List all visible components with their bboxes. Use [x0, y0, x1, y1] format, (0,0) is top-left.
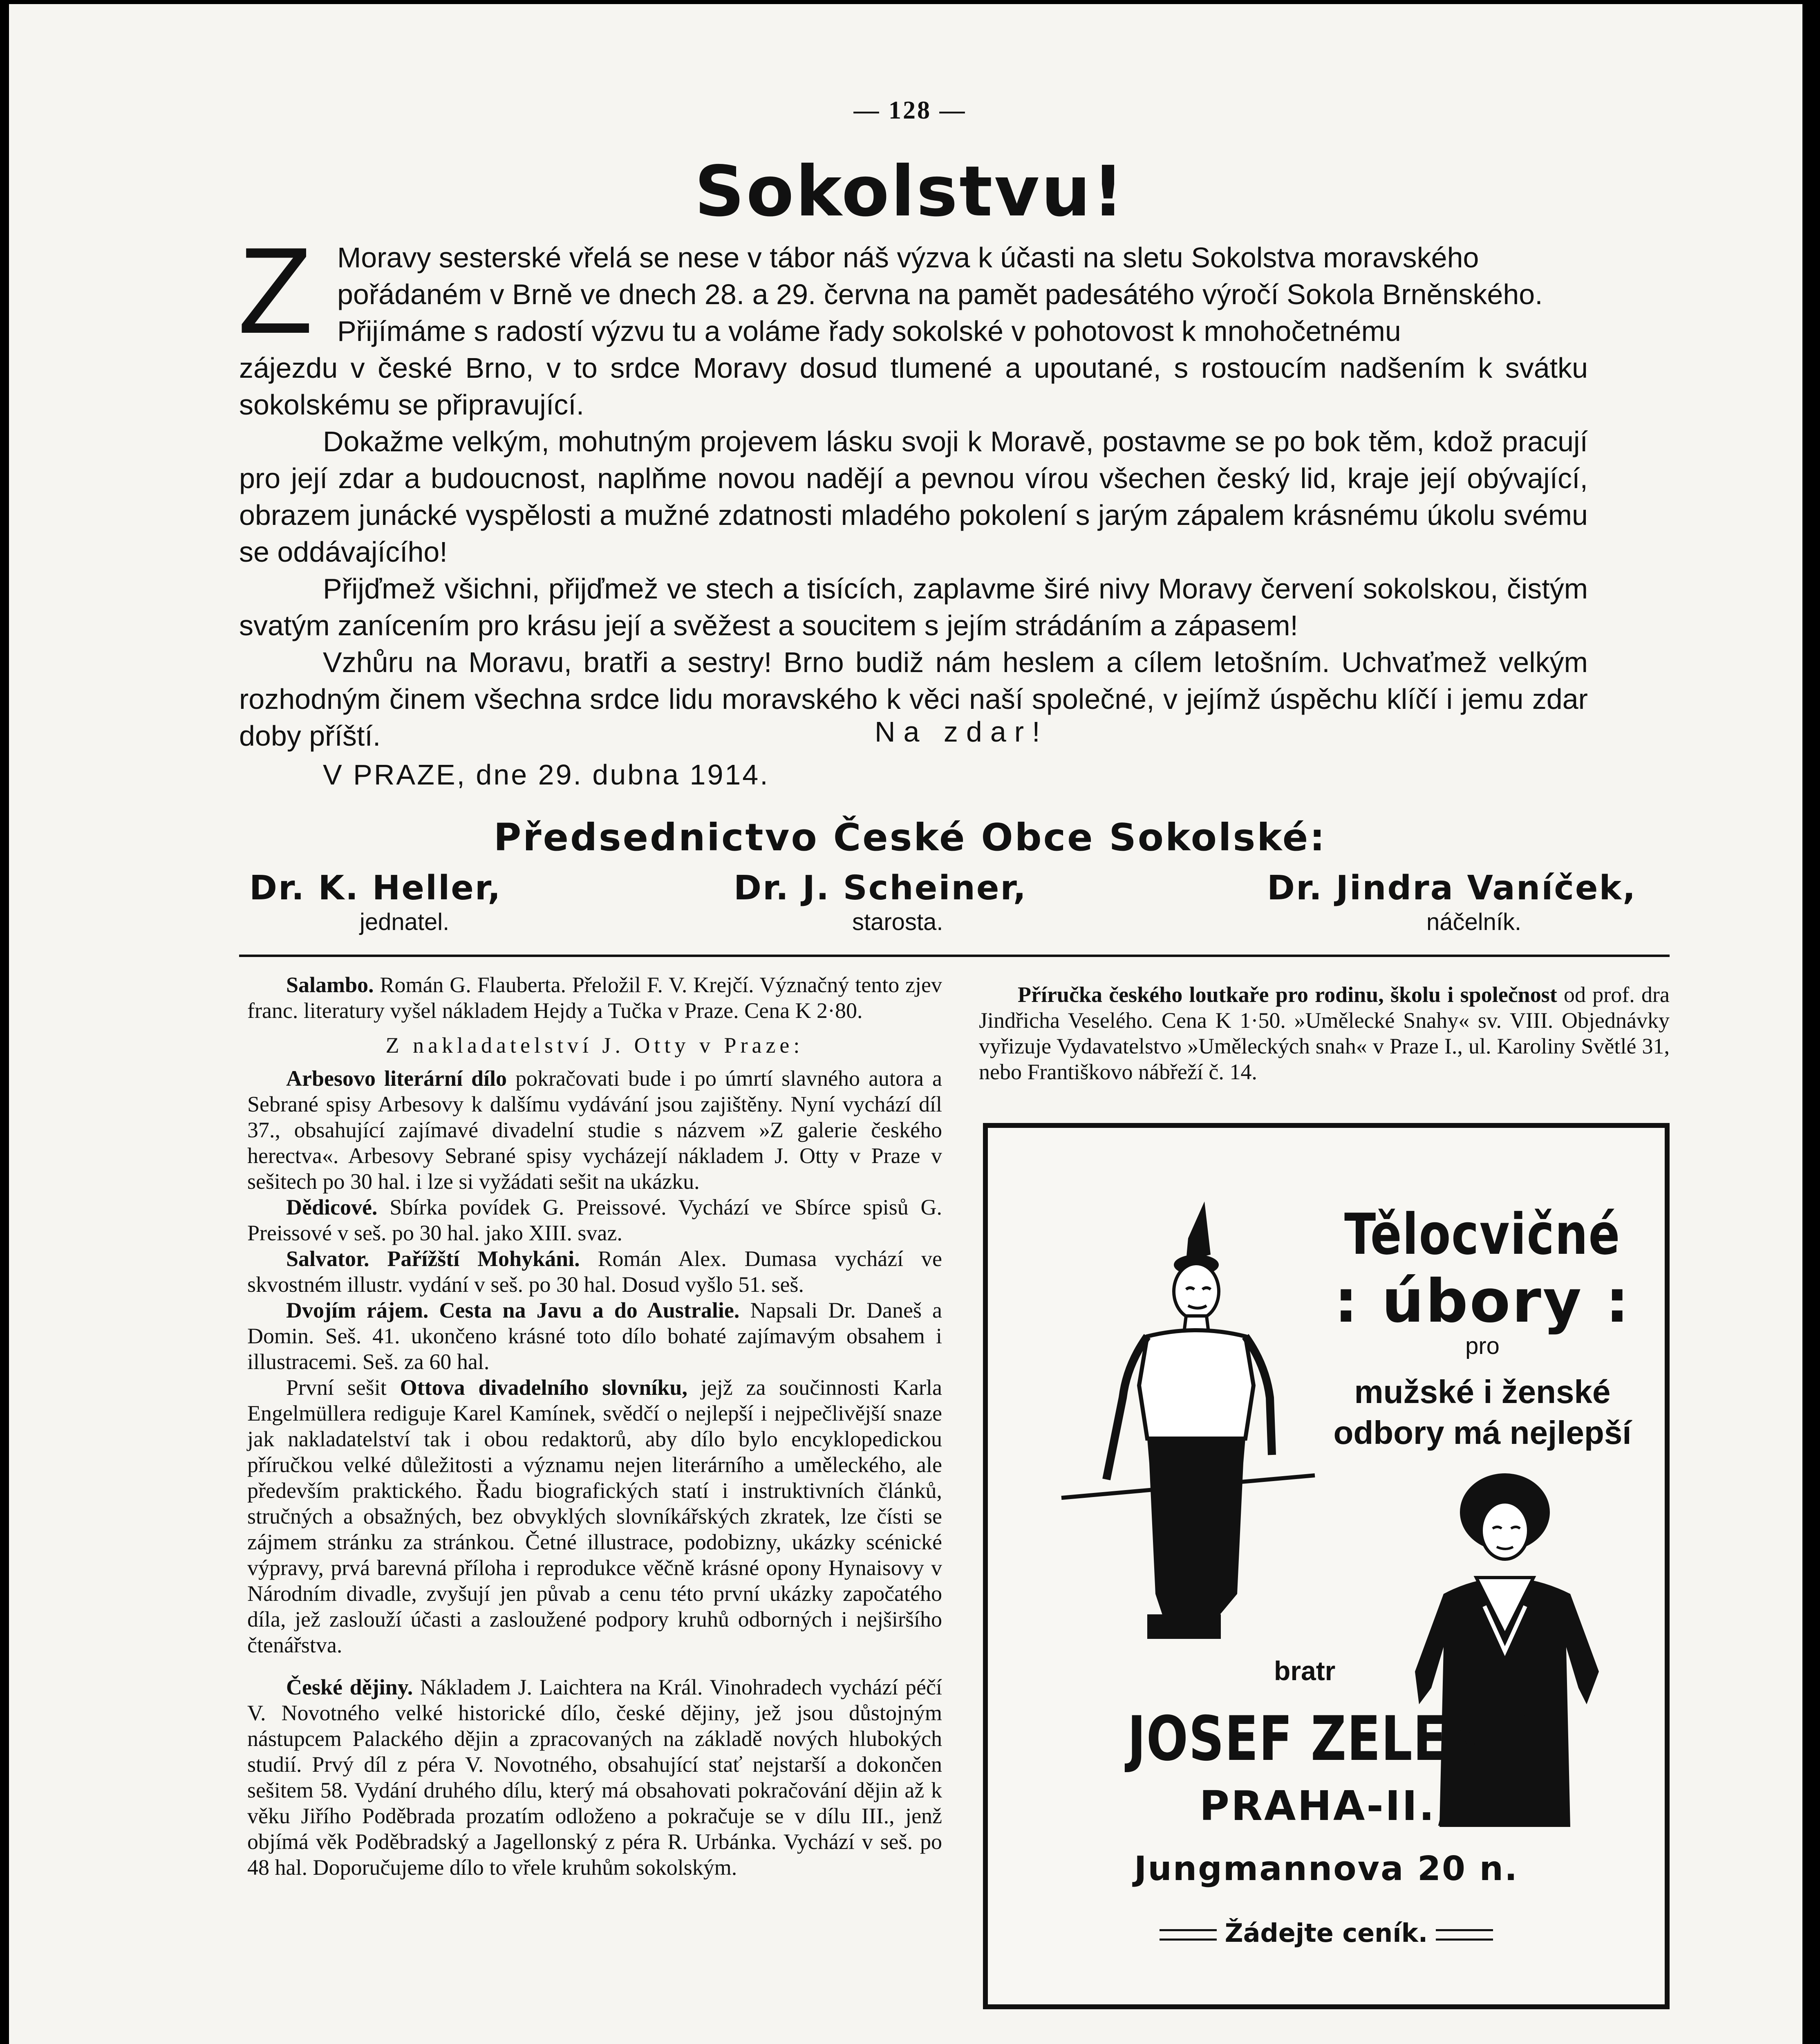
notice-text: Nákladem J. Laichtera na Král. Vinohradech vychází péčí V. Novotného velké historické dílo, české dějiny, jež jsou důstojným nástupcem Palackého dějin a zpracovaných na základě nových hlubokých studií. Prvý díl z péra V. Novotného, obsahující stať nejstarší a dokončen sešitem 58. Vydání druhého dílu, který má obsahovati pokračování dějin až k věku Jiřího Poděbrada prozatím odloženo a pokračuje se v dílu III., jenž objímá věk Poděbradský a Jagellonský z péra R. Urbánka. Vychází v seš. po 48 hal. Doporučujeme dílo to vřele kruhům sokolským.: [247, 1675, 942, 1880]
ad-subheadline: mužské i ženské: [1354, 1374, 1611, 1410]
dateline: V PRAZE, dne 29. dubna 1914.: [323, 759, 770, 791]
signatory-role: starosta.: [852, 909, 943, 935]
notice-text: Román G. Flauberta. Přeložil F. V. Krejčí. Význačný tento zjev franc. literatury vyšel nákladem Hejdy a Tučka v Praze. Cena K 2·80.: [247, 973, 942, 1023]
ad-cta-text: Žádejte ceník.: [1225, 1918, 1428, 1948]
notice-title: Dědicové.: [286, 1195, 378, 1219]
signatory-name: Dr. J. Scheiner,: [734, 869, 1028, 908]
notice-title: Dvojím rájem. Cesta na Javu a do Australie.: [286, 1298, 740, 1322]
spacer: [247, 1658, 942, 1674]
notice-title: České dějiny.: [286, 1675, 413, 1699]
signatory-role: jednatel.: [360, 909, 450, 935]
scan-border-right: [1802, 0, 1820, 2044]
ad-city: PRAHA-II.,: [1199, 1782, 1453, 1830]
ad-headline: : úbory :: [1334, 1267, 1631, 1336]
ad-call-to-action: [988, 1918, 1665, 1948]
notice-salambo: [247, 972, 942, 1024]
gymnast-man-illustration: [1025, 1193, 1319, 1647]
page-number: — 128 —: [853, 96, 967, 124]
presidium-heading: Předsednictvo České Obce Sokolské:: [493, 816, 1327, 859]
notice-title: Salvator. Pařížští Mohykáni.: [286, 1246, 580, 1271]
publisher-heading: Z nakladatelství J. Otty v Praze:: [385, 1033, 804, 1058]
notice-salvator: [247, 1246, 942, 1298]
notice-title: Příručka českého loutkaře pro rodinu, školu i společnost: [1018, 982, 1557, 1007]
drop-cap: Z: [238, 222, 313, 359]
signatory-name: Dr. Jindra Vaníček,: [1267, 869, 1637, 908]
scan-border-top: [0, 0, 1820, 4]
notice-text: pokračovati bude i po úmrtí slavného autora a Sebrané spisy Arbesovy k dalšímu vydávání jsou zajištěny. Nyní vychází díl 37., obsahující zajímavé divadelní studie s názvem »Z galerie českého herectva«. Arbesovy Sebrané spisy vycházejí nákladem J. Otty v Praze v sešitech po 30 hal. i lze si vyžádati sešit na ukázku.: [247, 1066, 942, 1194]
notice-prirucka: [979, 982, 1670, 1085]
paragraph: zájezdu v české Brno, v to srdce Moravy dosud tlumené a upoutané, s rostoucím nadšením k svátku sokolskému se připravující.: [239, 352, 1588, 421]
ad-text: bratr: [1274, 1656, 1336, 1686]
decorative-rule: [1436, 1929, 1493, 1941]
section-divider: [239, 955, 1670, 957]
notice-dedicove: [247, 1195, 942, 1246]
advertisement: [983, 1123, 1670, 2009]
notice-arbes: [247, 1066, 942, 1195]
ad-merchant-name: JOSEF ZELENÝ: [1127, 1703, 1525, 1775]
notice-text: Román Alex. Dumasa vychází ve skvostném illustr. vydání v seš. po 30 hal. Dosud vyšlo 51. seš.: [247, 1246, 942, 1297]
ad-subheadline: odbory má nejlepší: [1333, 1414, 1632, 1451]
ad-headline: Tělocvičné: [1344, 1201, 1621, 1267]
page-title: Sokolstvu!: [694, 151, 1126, 232]
notice-text: od prof. dra Jindřicha Veselého. Cena K 1·50. »Umělecké Snahy« sv. VIII. Objednávky vyřizuje Vydavatelstvo »Uměleckých snah« v Praze I., ul. Karoliny Světlé 31, nebo Františkovo nábřeží č. 14.: [979, 982, 1670, 1084]
appeal-text: [239, 239, 1588, 754]
ad-text: pro: [1465, 1333, 1500, 1359]
decorative-rule: [1160, 1929, 1217, 1941]
closing-salute: Na zdar!: [875, 716, 1048, 748]
text-line: pořádaném v Brně ve dnech 28. a 29. června na pamět padesátého výročí Sokola Brněnského.: [337, 278, 1543, 310]
first-paragraph-lines: [337, 239, 1588, 350]
notice-dvojim: [247, 1298, 942, 1375]
paragraph: Dokažme velkým, mohutným projevem lásku svoji k Moravě, postavme se po bok těm, kdož pracují pro její zdar a budoucnost, naplňme novou nadějí a pevnou vírou všechen český lid, kraje její obývající, obrazem junácké vyspělosti a mužné zdatnosti mladého pokolení s jarým zápalem krásnému úkolu svému se oddávajícího!: [239, 426, 1588, 568]
notice-text: První sešit: [286, 1375, 387, 1400]
notice-text: Sbírka povídek G. Preissové. Vychází ve Sbírce spisů G. Preissové v seš. po 30 hal. jako XIII. svaz.: [247, 1195, 942, 1245]
signatory-role: náčelník.: [1426, 909, 1522, 935]
ad-address: Jungmannova 20 n.: [1134, 1849, 1519, 1888]
notice-text: Napsali Dr. Daneš a Domin. Seš. 41. ukončeno krásné toto dílo bohaté zajímavým obsahem i illustracemi. Seš. za 60 hal.: [247, 1298, 942, 1374]
scan-border-left: [0, 0, 9, 2044]
paragraph: Vzhůru na Moravu, bratři a sestry! Brno budiž nám heslem a cílem letošním. Uchvaťmež velkým rozhodným činem všechna srdce lidu moravského k věci naší společné, v jejímž úspěchu klíčí i jemu zdar doby příští.: [239, 646, 1588, 752]
text-line: Moravy sesterské vřelá se nese v tábor náš výzva k účasti na sletu Sokolstva moravského: [337, 242, 1479, 273]
right-column: [979, 982, 1670, 1085]
notice-title: Ottova divadelního slovníku,: [400, 1375, 687, 1400]
notice-title: Arbesovo literární dílo: [286, 1066, 507, 1091]
paragraph: Přijďmež všichni, přijďmež ve stech a tisících, zaplavme širé nivy Moravy červení sokolskou, čistým svatým zanícením pro krásu její a svěžest a soucitem s jejím strádáním a zápasem!: [239, 573, 1588, 641]
left-column: [247, 972, 942, 1880]
notice-dejiny: [247, 1674, 942, 1880]
signatory-name: Dr. K. Heller,: [249, 869, 502, 908]
text-line: Přijímáme s radostí výzvu tu a voláme řady sokolské v pohotovost k mnohočetnému: [337, 315, 1401, 347]
notice-text: jejž za součinnosti Karla Engelmüllera rediguje Karel Kamínek, svědčí o nejlepší i nejpečlivější snaze jak nakladatelství tak i obou redaktorů, aby dílo bylo encyklopedickou příručkou velké důležitosti a významu nejen literárního a uměleckého, ale především praktického. Řadu biografických statí i instruktivních článků, stručných a obsažných, bez obvyklých slovníkářských zkratek, lze čísti se zájmem stránku za stránkou. Četné illustrace, podobizny, ukázky scénické výpravy, prvá barevná příloha i reprodukce věčně krásné opony Hynaisovy v Národním divadle, zvyšují jen půvab a cenu této první ukázky započatého díla, jež zaslouží účasti a zasloužené podpory kruhů odborných i nejširšího čtenářstva.: [247, 1375, 942, 1657]
notice-slovnik: [247, 1375, 942, 1658]
notice-title: Salambo.: [286, 973, 374, 997]
